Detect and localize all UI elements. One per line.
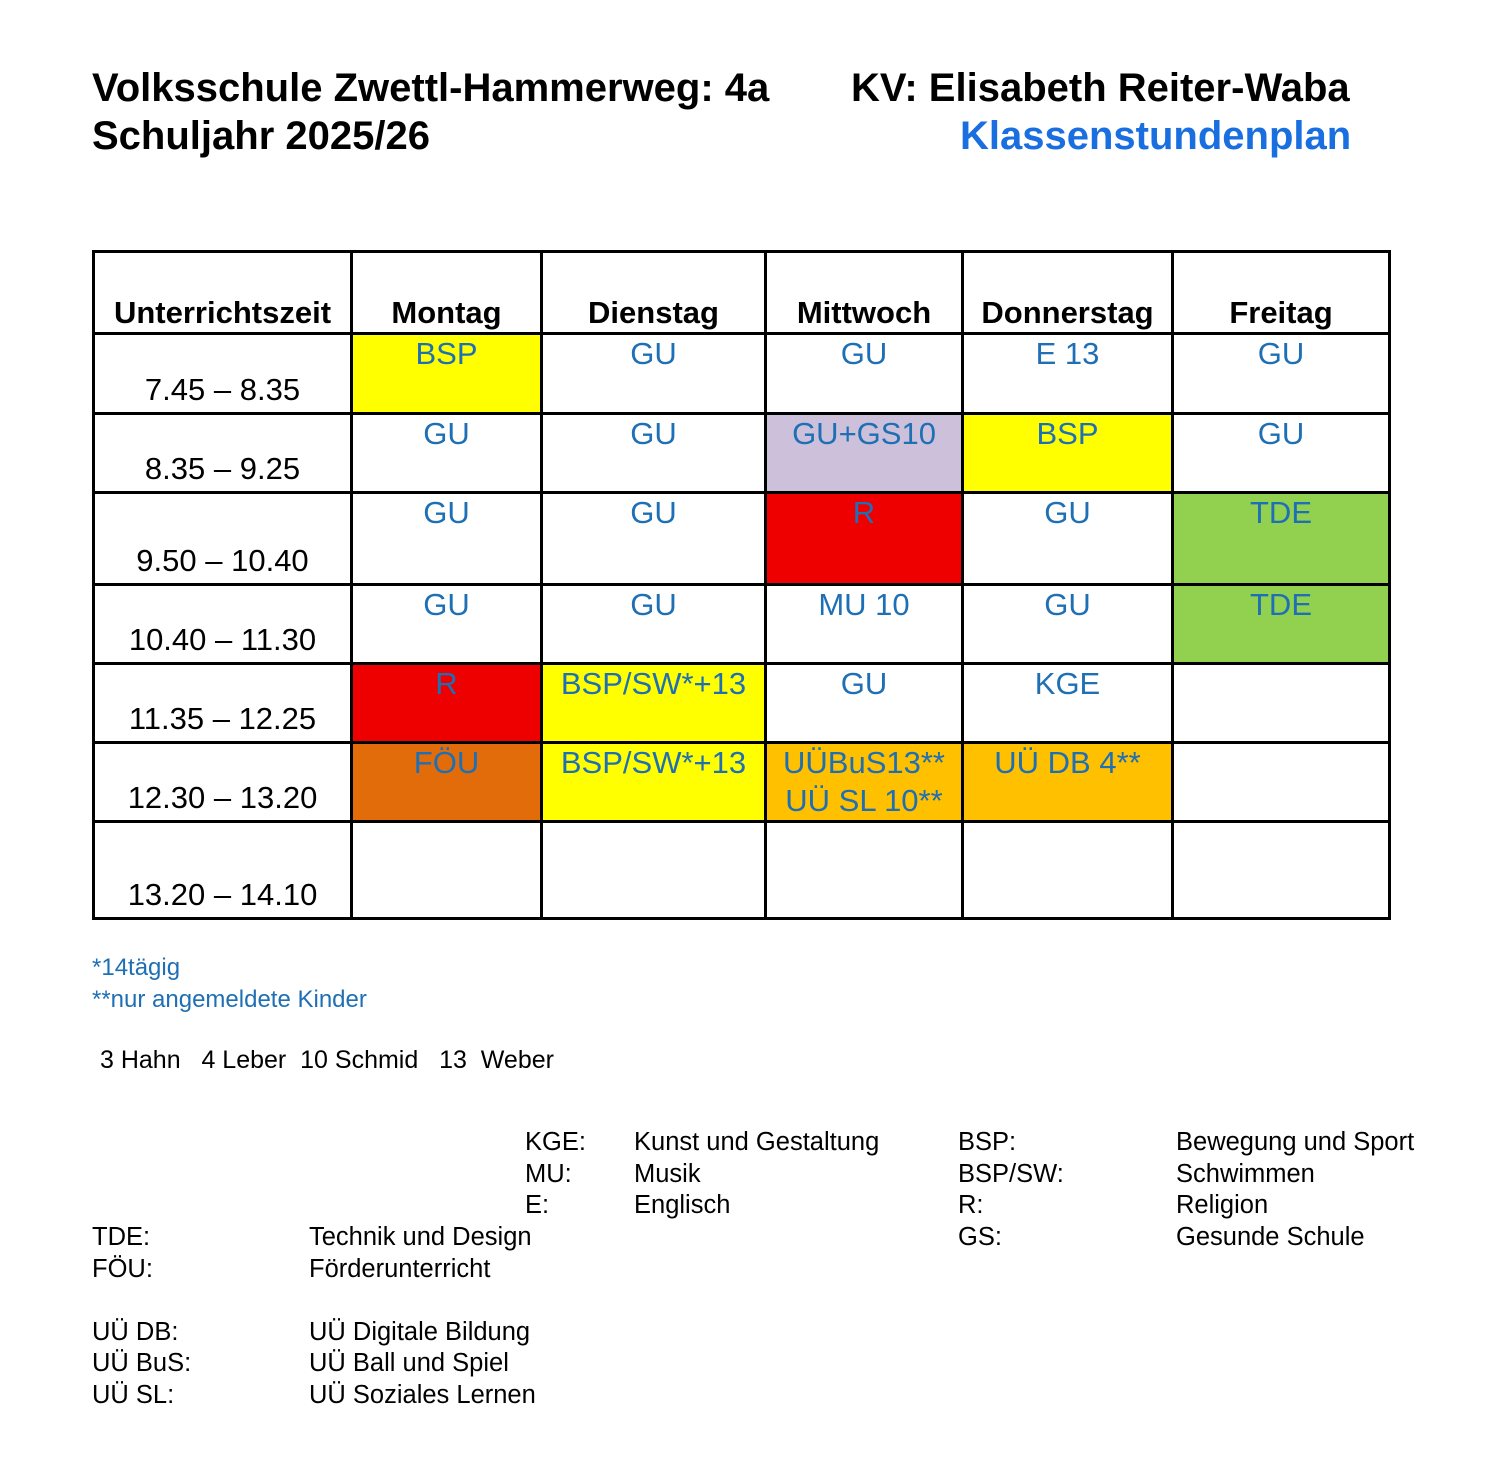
lesson-label: GU+GS10 [792, 416, 936, 451]
legend-sl-abbr: UÜ SL: [92, 1381, 175, 1409]
lesson-monday [352, 493, 542, 585]
legend-tde-abbr: TDE: [92, 1223, 151, 1251]
legend-bsp-desc: Bewegung und Sport [1176, 1128, 1415, 1156]
lesson-label: GU [423, 495, 470, 530]
table-row [94, 414, 1390, 493]
lesson-label: UÜ SL 10** [785, 783, 943, 818]
lesson-monday [352, 664, 542, 743]
lesson-monday [352, 822, 542, 919]
lesson-thursday [963, 743, 1173, 822]
time-slot: 9.50 – 10.40 [94, 493, 352, 585]
lesson-label: GU [630, 336, 677, 371]
note-biweekly: *14tägig [92, 954, 181, 981]
header-time: Unterrichtszeit [94, 252, 352, 334]
lesson-label: GU [1044, 587, 1091, 622]
lesson-tuesday [542, 414, 766, 493]
table-row [94, 822, 1390, 919]
lesson-label: GU [840, 336, 888, 371]
legend-fou-desc: Förderunterricht [309, 1255, 491, 1283]
time-slot: 8.35 – 9.25 [94, 414, 352, 493]
lesson-label: GU [630, 495, 677, 530]
time-slot: 13.20 – 14.10 [94, 822, 352, 919]
lesson-wednesday [766, 493, 963, 585]
legend-r-desc: Religion [1176, 1191, 1269, 1219]
lesson-thursday [963, 664, 1173, 743]
header-wednesday: Mittwoch [766, 252, 963, 334]
lesson-tuesday [542, 334, 766, 414]
lesson-label: BSP [415, 336, 478, 371]
lesson-label: FÖU [413, 745, 480, 780]
lesson-label: GU [423, 416, 470, 451]
legend-db-abbr: UÜ DB: [92, 1318, 179, 1346]
footnotes [92, 952, 367, 1016]
lesson-tuesday [542, 664, 766, 743]
note-registered: **nur angemeldete Kinder [92, 986, 367, 1013]
legend-mu-desc: Musik [634, 1160, 701, 1188]
lesson-wednesday [766, 822, 963, 919]
lesson-label: GU [1257, 416, 1305, 451]
school-title: Volksschule Zwettl-Hammerweg: 4a [92, 66, 770, 110]
table-row [94, 585, 1390, 664]
legend-bus-abbr: UÜ BuS: [92, 1349, 192, 1377]
table-row [94, 743, 1390, 822]
lesson-label: R [852, 495, 876, 530]
lesson-label: GU [423, 587, 470, 622]
legend-mu-abbr: MU: [525, 1160, 572, 1188]
lesson-label: R [435, 666, 458, 701]
legend-tde-desc: Technik und Design [309, 1223, 532, 1251]
lesson-tuesday [542, 493, 766, 585]
lesson-monday [352, 743, 542, 822]
lesson-thursday [963, 585, 1173, 664]
legend-e-desc: Englisch [634, 1191, 731, 1219]
lesson-tuesday [542, 743, 766, 822]
legend-r-abbr: R: [958, 1191, 984, 1219]
table-row [94, 493, 1390, 585]
lesson-label: BSP/SW*+13 [560, 745, 747, 780]
lesson-tuesday [542, 822, 766, 919]
legend-gs-abbr: GS: [958, 1223, 1002, 1251]
time-slot: 12.30 – 13.20 [94, 743, 352, 822]
teacher-list: 3 Hahn 4 Leber 10 Schmid 13 Weber [100, 1046, 554, 1074]
lesson-wednesday [766, 414, 963, 493]
lesson-label: GU [630, 587, 677, 622]
class-teacher: KV: Elisabeth Reiter-Waba [851, 66, 1350, 110]
lesson-tuesday [542, 585, 766, 664]
lesson-friday [1173, 664, 1390, 743]
lesson-thursday [963, 334, 1173, 414]
lesson-thursday [963, 414, 1173, 493]
header-tuesday: Dienstag [542, 252, 766, 334]
lesson-thursday [963, 493, 1173, 585]
lesson-label: TDE [1250, 495, 1312, 530]
lesson-label: GU [840, 666, 888, 701]
lesson-monday [352, 414, 542, 493]
time-slot: 10.40 – 11.30 [94, 585, 352, 664]
time-slot: 7.45 – 8.35 [94, 334, 352, 414]
plan-title: Klassenstundenplan [960, 114, 1352, 158]
legend-bsp-abbr: BSP: [958, 1128, 1017, 1156]
legend-fou-abbr: FÖU: [92, 1255, 153, 1283]
lesson-label: MU 10 [818, 587, 910, 622]
lesson-label: UÜBuS13** [783, 745, 945, 780]
header-friday: Freitag [1173, 252, 1390, 334]
lesson-wednesday [766, 585, 963, 664]
legend-sl-desc: UÜ Soziales Lernen [309, 1381, 536, 1409]
lesson-wednesday [766, 334, 963, 414]
lesson-friday [1173, 414, 1390, 493]
lesson-label: GU [1257, 336, 1305, 371]
lesson-label: UÜ DB 4** [994, 745, 1141, 780]
lesson-label: E 13 [1035, 336, 1100, 371]
legend-gs-desc: Gesunde Schule [1176, 1223, 1365, 1251]
timetable [92, 250, 1391, 920]
lesson-label: BSP/SW*+13 [560, 666, 747, 701]
lesson-monday [352, 334, 542, 414]
lesson-monday [352, 585, 542, 664]
legend-bspsw-abbr: BSP/SW: [958, 1160, 1064, 1188]
header-thursday: Donnerstag [963, 252, 1173, 334]
table-row [94, 334, 1390, 414]
timetable-header-row [94, 252, 1390, 334]
legend-bus-desc: UÜ Ball und Spiel [309, 1349, 509, 1377]
legend-bspsw-desc: Schwimmen [1176, 1160, 1315, 1188]
school-year: Schuljahr 2025/26 [92, 114, 430, 158]
lesson-wednesday [766, 664, 963, 743]
header-monday: Montag [352, 252, 542, 334]
legend-db-desc: UÜ Digitale Bildung [309, 1318, 531, 1346]
legend-kge-desc: Kunst und Gestaltung [634, 1128, 880, 1156]
lesson-label: KGE [1034, 666, 1101, 701]
lesson-label: GU [630, 416, 677, 451]
lesson-thursday [963, 822, 1173, 919]
lesson-friday [1173, 334, 1390, 414]
lesson-label: GU [1044, 495, 1091, 530]
lesson-friday [1173, 493, 1390, 585]
legend-e-abbr: E: [525, 1191, 550, 1219]
lesson-wednesday [766, 743, 963, 822]
lesson-friday [1173, 743, 1390, 822]
legend-kge-abbr: KGE: [525, 1128, 586, 1156]
lesson-label: BSP [1036, 416, 1099, 451]
lesson-friday [1173, 585, 1390, 664]
table-row [94, 664, 1390, 743]
lesson-label: TDE [1250, 587, 1312, 622]
lesson-friday [1173, 822, 1390, 919]
time-slot: 11.35 – 12.25 [94, 664, 352, 743]
